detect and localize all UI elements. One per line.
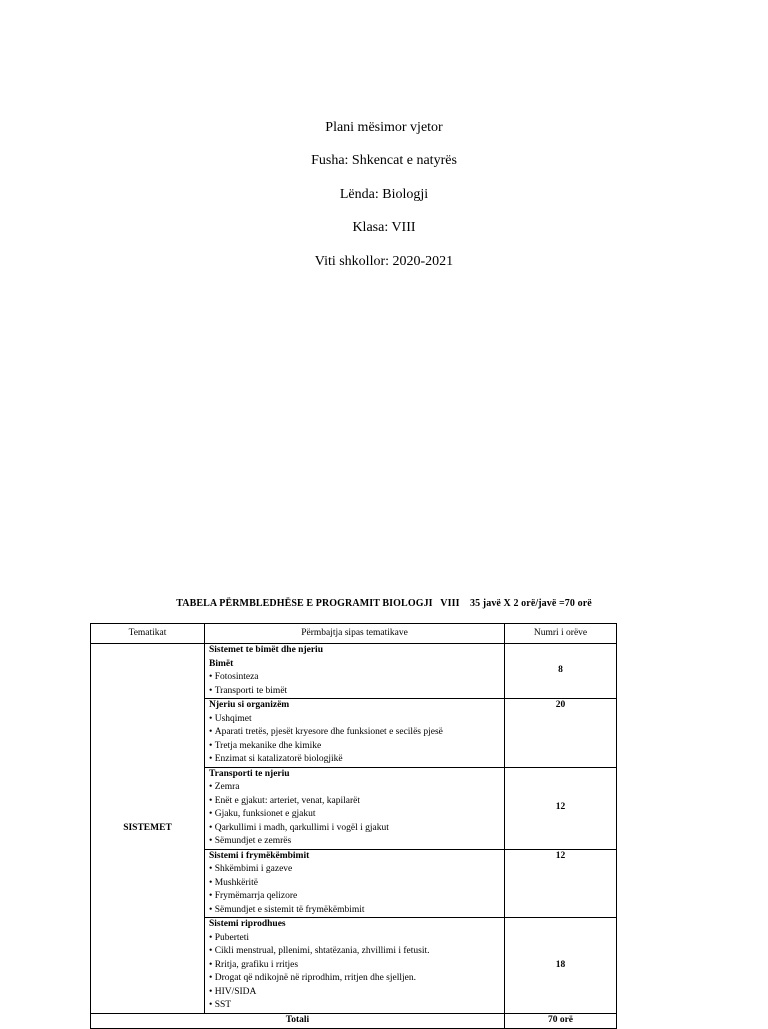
program-summary-table <box>90 623 617 1029</box>
hours-cell: 12 <box>505 767 617 849</box>
topic-item: • Zemra <box>209 781 500 795</box>
table-body <box>91 644 617 1014</box>
topic-item: • Aparati tretës, pjesët kryesore dhe funksionet e secilës pjesë <box>209 726 500 740</box>
field-line: Fusha: Shkencat e natyrës <box>311 153 457 168</box>
total-value: 70 orë <box>505 1013 617 1028</box>
content-cell <box>205 918 505 1014</box>
topic-item: • Qarkullimi i madh, qarkullimi i vogël i gjakut <box>209 822 500 836</box>
topic-item: • Ushqimet <box>209 713 500 727</box>
topic-item: • Gjaku, funksionet e gjakut <box>209 808 500 822</box>
topic-heading: Sistemet te bimët dhe njeriu <box>209 645 323 655</box>
topic-heading: Njeriu si organizëm <box>209 700 290 710</box>
content-cell <box>205 699 505 768</box>
table-row <box>91 644 617 699</box>
topic-item: • Tretja mekanike dhe kimike <box>209 740 500 754</box>
hours-cell: 8 <box>505 644 617 699</box>
column-header-content: Përmbajtja sipas tematikave <box>205 624 505 644</box>
topic-item: • Rritja, grafiku i rritjes <box>209 959 500 973</box>
topic-heading: Sistemi i frymëkëmbimit <box>209 850 310 861</box>
topic-item: • Enët e gjakut: arteriet, venat, kapilarët <box>209 795 500 809</box>
table-header-row <box>91 624 617 644</box>
topic-item: • Mushkëritë <box>209 877 500 891</box>
topic-item: • Frymëmarrja qelizore <box>209 890 500 904</box>
topic-item: • Fotosinteza <box>209 671 500 685</box>
total-row <box>91 1013 617 1028</box>
topic-heading: Bimët <box>209 658 234 669</box>
column-header-themes: Tematikat <box>91 624 205 644</box>
topic-item: • Drogat që ndikojnë në riprodhim, rritjen dhe sjelljen. <box>209 972 500 986</box>
class-line: Klasa: VIII <box>352 220 416 235</box>
hours-cell: 12 <box>505 849 617 918</box>
theme-cell: SISTEMET <box>91 644 205 1014</box>
hours-cell: 20 <box>505 699 617 768</box>
topic-item: • Cikli menstrual, pllenimi, shtatëzania, zhvillimi i fetusit. <box>209 945 500 959</box>
table-caption: TABELA PËRMBLEDHËSE E PROGRAMIT BIOLOGJI VIII 35 javë X 2 orë/javë =70 orë <box>176 598 592 609</box>
topic-item: • Transporti te bimët <box>209 685 500 699</box>
subject-line: Lënda: Biologji <box>339 187 429 202</box>
topic-item: • Sëmundjet e zemrës <box>209 835 500 849</box>
topic-heading: Sistemi riprodhues <box>209 919 286 929</box>
column-header-hours: Numri i orëve <box>505 624 617 644</box>
topic-item: • Sëmundjet e sistemit të frymëkëmbimit <box>209 904 500 918</box>
document-title: Plani mësimor vjetor <box>325 120 443 135</box>
content-cell <box>205 849 505 918</box>
hours-cell: 18 <box>505 918 617 1014</box>
school-year-line: Viti shkollor: 2020-2021 <box>314 254 454 269</box>
topic-heading: Transporti te njeriu <box>209 768 290 779</box>
total-label: Totali <box>91 1013 505 1028</box>
topic-item: • SST <box>209 999 500 1013</box>
topic-item: • Puberteti <box>209 932 500 946</box>
topic-item: • Enzimat si katalizatorë biologjikë <box>209 753 500 767</box>
topic-item: • Shkëmbimi i gazeve <box>209 863 500 877</box>
topic-item: • HIV/SIDA <box>209 986 500 1000</box>
content-cell <box>205 767 505 849</box>
content-cell <box>205 644 505 699</box>
